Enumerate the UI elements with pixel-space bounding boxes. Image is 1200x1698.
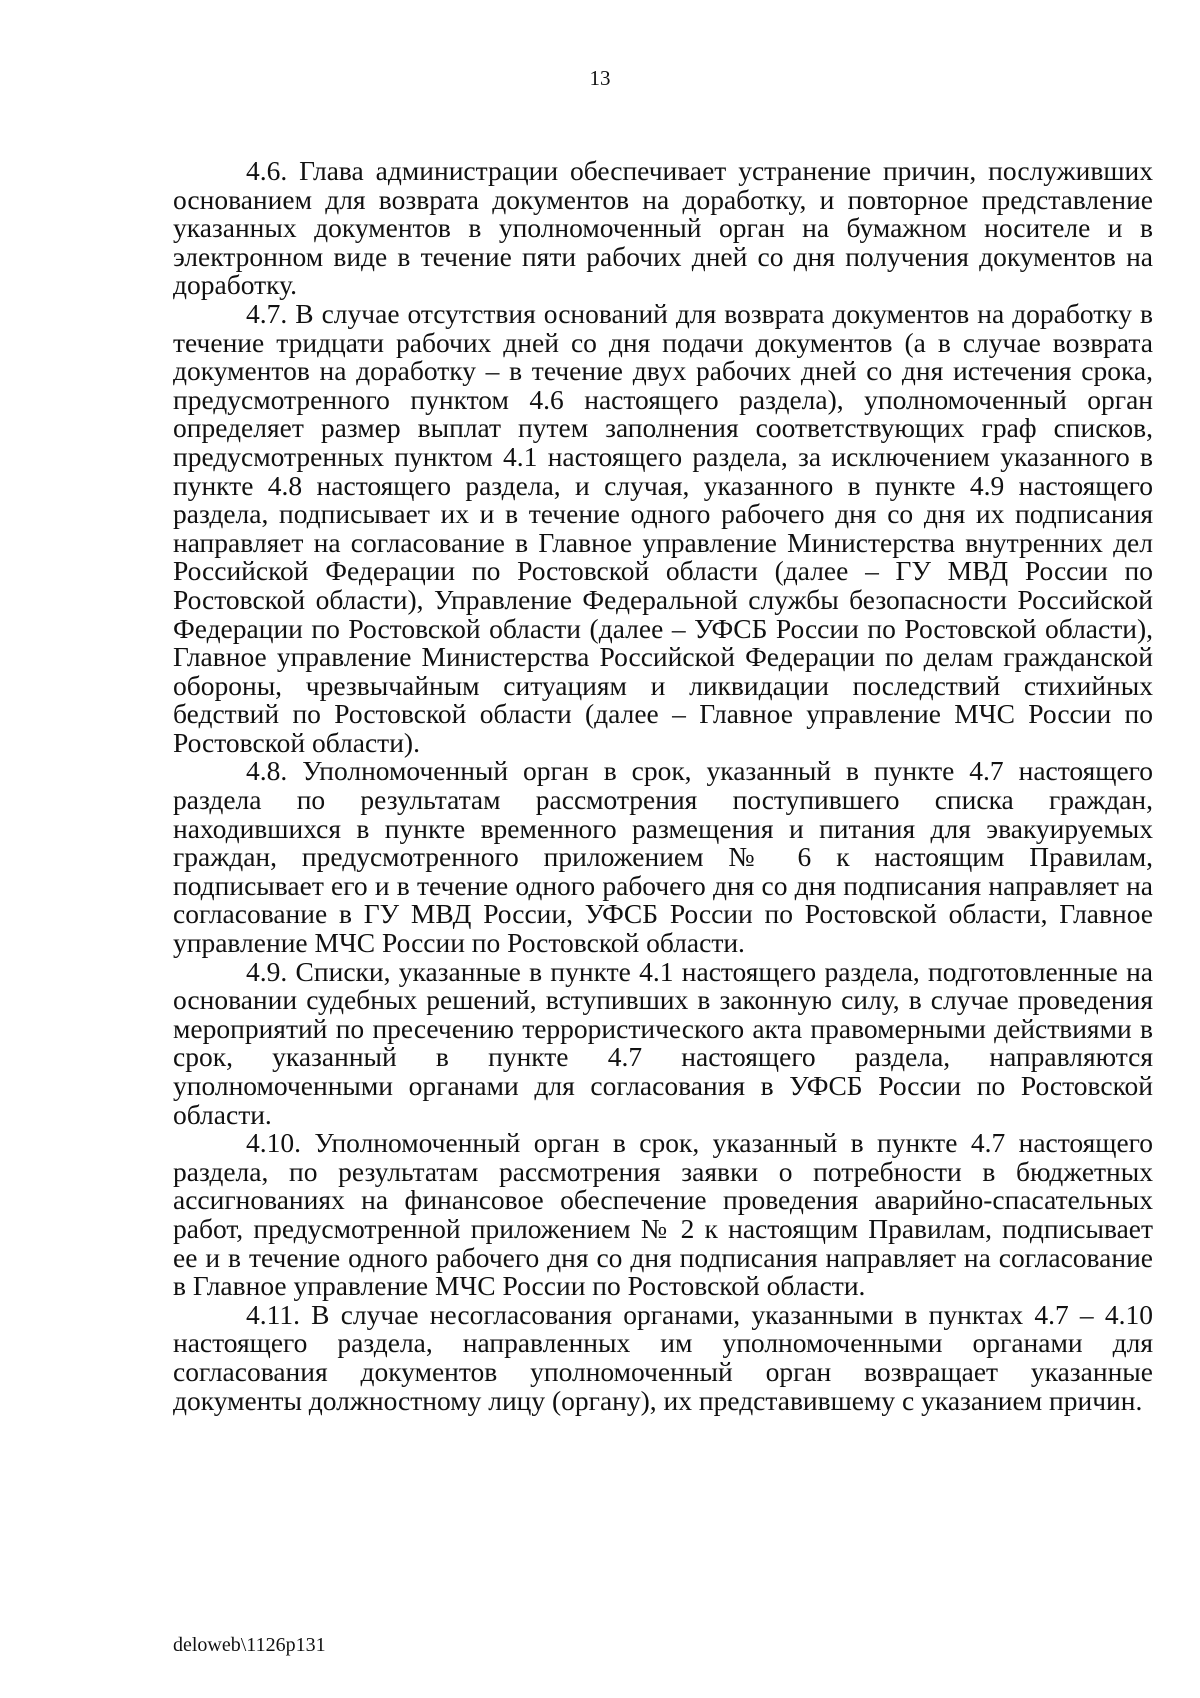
page-number: 13 bbox=[589, 66, 611, 90]
paragraph-4-7: 4.7. В случае отсутствия оснований для возврата документов на доработку в течение тридцати рабочих дней со дня подачи документов (а в случае возврата документов на доработку – в течение двух рабочих дней со дня истечения срока, предусмотренного пунктом 4.6 настоящего раздела), уполномоченный орган определяет размер выплат путем заполнения соответствующих граф списков, предусмотренных пунктом 4.1 настоящего раздела, за исключением указанного в пункте 4.8 настоящего раздела, и случая, указанного в пункте 4.9 настоящего раздела, подписывает их и в течение одного рабочего дня со дня их подписания направляет на согласование в Главное управление Министерства внутренних дел Российской Федерации по Ростовской области (далее – ГУ МВД России по Ростовской области), Управление Федеральной службы безопасности Российской Федерации по Ростовской области (далее – УФСБ России по Ростовской области), Главное управление Министерства Российской Федерации по делам гражданской обороны, чрезвычайным ситуациям и ликвидации последствий стихийных бедствий по Ростовской области (далее – Главное управление МЧС России по Ростовской области). bbox=[173, 297, 1153, 758]
paragraph-4-10: 4.10. Уполномоченный орган в срок, указанный в пункте 4.7 настоящего раздела, по результатам рассмотрения заявки о потребности в бюджетных ассигнованиях на финансовое обеспечение проведения аварийно-спасательных работ, предусмотренной приложением № 2 к настоящим Правилам, подписывает ее и в течение одного рабочего дня со дня подписания направляет на согласование в Главное управление МЧС России по Ростовской области. bbox=[173, 1127, 1153, 1302]
paragraph-4-11: 4.11. В случае несогласования органами, указанными в пунктах 4.7 – 4.10 настоящего раздела, направленных им уполномоченными органами для согласования документов уполномоченный орган возвращает указанные документы должностному лицу (органу), их представившему с указанием причин. bbox=[173, 1298, 1153, 1416]
paragraph-4-9: 4.9. Списки, указанные в пункте 4.1 настоящего раздела, подготовленные на основании судебных решений, вступивших в законную силу, в случае проведения мероприятий по пресечению террористического акта правомерными действиями в срок, указанный в пункте 4.7 настоящего раздела, направляются уполномоченными органами для согласования в УФСБ России по Ростовской области. bbox=[173, 955, 1153, 1130]
document-footer-code: deloweb\1126p131 bbox=[173, 1634, 326, 1656]
document-body bbox=[173, 157, 1153, 1415]
paragraph-4-6: 4.6. Глава администрации обеспечивает устранение причин, послуживших основанием для возврата документов на доработку, и повторное представление указанных документов в уполномоченный орган на бумажном носителе и в электронном виде в течение пяти рабочих дней со дня получения документов на доработку. bbox=[173, 155, 1153, 301]
paragraph-4-8: 4.8. Уполномоченный орган в срок, указанный в пункте 4.7 настоящего раздела по результатам рассмотрения поступившего списка граждан, находившихся в пункте временного размещения и питания для эвакуируемых граждан, предусмотренного приложением № 6 к настоящим Правилам, подписывает его и в течение одного рабочего дня со дня подписания направляет на согласование в ГУ МВД России, УФСБ России по Ростовской области, Главное управление МЧС России по Ростовской области. bbox=[173, 755, 1153, 959]
